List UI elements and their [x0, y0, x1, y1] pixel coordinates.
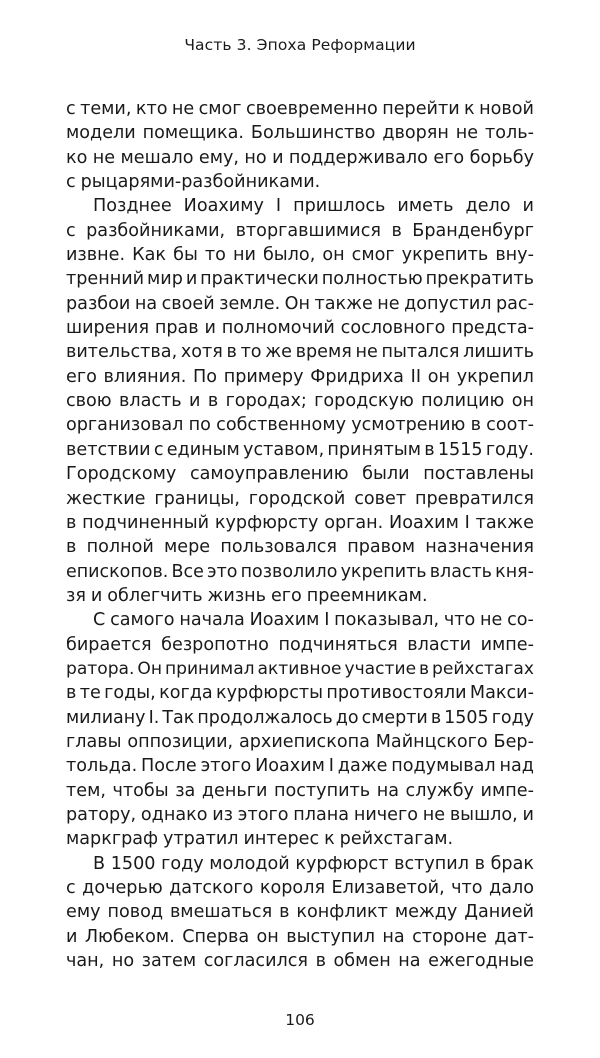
text-line: модели помещика. Большинство дворян не толь- [66, 123, 534, 144]
paragraph [66, 852, 534, 974]
text-line: епископов. Все это позволило укрепить власть кня- [66, 561, 534, 582]
text-line: Позднее Иоахиму I пришлось иметь дело и [93, 196, 534, 217]
text-line: ратора. Он принимал активное участие в рейхстагах [66, 658, 534, 679]
text-line: разбои на своей земле. Он также не допустил рас- [66, 293, 534, 314]
text-line: и Любеком. Сперва он выступил на стороне дат- [66, 926, 534, 947]
text-line: в полной мере пользовался правом назначения [66, 537, 534, 558]
text-line: ко не мешало ему, но и поддерживало его борьбу [66, 147, 534, 168]
text-line: с разбойниками, вторгавшимися в Бранденбург [66, 220, 534, 241]
text-line: чан, но затем согласился в обмен на ежегодные [66, 951, 534, 972]
text-line: С самого начала Иоахим I показывал, что не со- [93, 610, 534, 631]
text-line: его влияния. По примеру Фридриха II он укрепил [66, 366, 534, 387]
text-line: в те годы, когда курфюрсты противостояли Макси- [66, 683, 534, 704]
text-line: организовал по собственному усмотрению в соот- [66, 415, 534, 436]
text-line: тренний мир и практически полностью прекратить [66, 269, 534, 290]
page-number: 106 [285, 1011, 315, 1029]
text-line: ему повод вмешаться в конфликт между Данией [66, 902, 534, 923]
text-line: с дочерью датского короля Елизаветой, что дало [66, 878, 534, 898]
paragraph [66, 608, 534, 851]
text-line: с теми, кто не смог своевременно перейти к новой [66, 99, 534, 119]
text-line: в подчиненный курфюрсту орган. Иоахим I также [66, 512, 534, 533]
paragraph [66, 97, 534, 194]
paragraph [66, 194, 534, 608]
text-line: ветствии с единым уставом, принятым в 1515 году. [66, 439, 534, 460]
text-line: извне. Как бы то ни было, он смог укрепить вну- [66, 245, 534, 266]
text-line: ширения прав и полномочий сословного предста- [66, 318, 534, 339]
text-line: жесткие границы, городской совет превратился [66, 488, 534, 509]
text-line: главы оппозиции, архиепископа Майнцского Бер- [66, 731, 534, 752]
text-line: тольда. После этого Иоахим I даже подумывал над [66, 756, 534, 777]
text-line: милиану I. Так продолжалось до смерти в 1505 году [66, 707, 534, 728]
text-line: тем, чтобы за деньги поступить на службу импе- [66, 780, 534, 801]
text-line: В 1500 году молодой курфюрст вступил в брак [93, 853, 534, 874]
running-header: Часть 3. Эпоха Реформации [184, 36, 416, 54]
text-line: свою власть и в городах; городскую полицию он [66, 391, 534, 412]
text-line: ратору, однако из этого плана ничего не вышло, и [66, 804, 534, 825]
text-line: маркграф утратил интерес к рейхстагам. [66, 829, 454, 850]
text-line: вительства, хотя в то же время не пытался лишить [66, 342, 534, 363]
text-line: с рыцарями-разбойниками. [66, 172, 321, 193]
body-text [66, 97, 534, 973]
text-line: зя и облегчить жизнь его преемникам. [66, 585, 428, 606]
text-line: Городскому самоуправлению были поставлены [66, 464, 534, 485]
text-line: бирается безропотно подчиняться власти импе- [66, 634, 534, 655]
